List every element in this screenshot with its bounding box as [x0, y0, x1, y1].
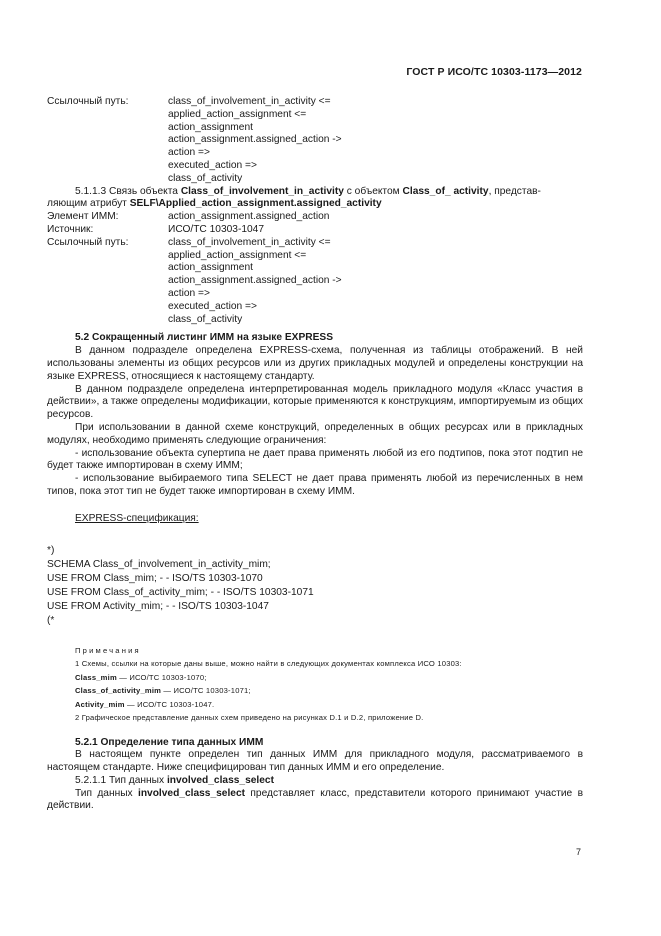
- schema-name: Class_of_activity_mim: [75, 686, 162, 695]
- reference-path-line: class_of_involvement_in_activity <=: [168, 236, 331, 248]
- reference-path-line: action_assignment: [168, 121, 253, 133]
- document-header: ГОСТ Р ИСО/ТС 10303-1173—2012: [406, 66, 582, 78]
- note-ref: [75, 698, 583, 712]
- schema-ref: — ИСО/ТС 10303-1070;: [116, 672, 207, 682]
- entity-name: Class_of_involvement_in_activity: [180, 185, 344, 197]
- attribute-name: SELF\Applied_action_assignment.assigned_activity: [129, 198, 382, 210]
- reference-path-line: executed_action =>: [168, 300, 257, 312]
- code-line: USE FROM Activity_mim; - - ISO/TS 10303-1047: [47, 600, 269, 612]
- note-ref: [75, 671, 583, 685]
- entity-name: Class_of_ activity: [402, 185, 489, 197]
- reference-path-line: class_of_involvement_in_activity <=: [168, 96, 331, 107]
- clause-text: с объектом: [346, 185, 400, 197]
- mim-element-row: [47, 211, 583, 224]
- clause-continuation: [47, 198, 583, 211]
- source-label: Источник:: [47, 223, 94, 235]
- mim-element-label: Элемент ИММ:: [47, 211, 119, 223]
- schema-ref: — ИСО/ТС 10303-1071;: [161, 686, 251, 695]
- note-item: 1 Схемы, ссылки на которые даны выше, можно найти в следующих документах комплекса ИСО 10303:: [75, 659, 462, 668]
- section-title-5-2: 5.2 Сокращенный листинг ИММ на языке EXPRESS: [75, 332, 334, 344]
- express-spec-label-row: [75, 513, 583, 526]
- page-number: 7: [576, 847, 582, 857]
- clause-text: , представ-: [488, 185, 541, 197]
- note-ref: [75, 684, 583, 698]
- clause-text: ляющим атрибут: [47, 198, 127, 210]
- express-code: [47, 544, 583, 628]
- schema-ref: — ИСО/ТС 10303-1047.: [124, 699, 215, 709]
- paragraph: При использовании в данной схеме конструкций, определенных в общих ресурсах или в прикладных модулях, необходимо применять следующие ограничения:: [47, 421, 583, 446]
- code-line: USE FROM Class_of_activity_mim; - - ISO/TS 10303-1071: [47, 586, 314, 598]
- reference-path-line: applied_action_assignment <=: [168, 249, 307, 261]
- reference-path-label: Ссылочный путь:: [47, 236, 129, 248]
- mim-element-value: action_assignment.assigned_action: [168, 211, 330, 223]
- reference-path-line: applied_action_assignment <=: [168, 108, 307, 120]
- clause-number: 5.2.1.1: [75, 774, 107, 786]
- notes-title: Примечания: [75, 645, 141, 655]
- code-line: *): [47, 544, 55, 556]
- clause-text: Связь объекта: [109, 185, 178, 197]
- express-spec-label: EXPRESS-спецификация:: [75, 512, 199, 524]
- reference-path-line: action_assignment: [168, 262, 253, 274]
- paragraph: В данном подразделе определена интерпретированная модель прикладного модуля «Класс участия в действии», а также определены модификации, которые применяются к конструкциям, импортируемым из общих ресурсов.: [47, 383, 583, 421]
- clause-text: представляет класс, представители которого принимают участие в действии.: [47, 787, 583, 812]
- type-name: involved_class_select: [166, 774, 274, 786]
- type-name: involved_class_select: [137, 787, 246, 799]
- clause-5-2-1-1: [47, 775, 583, 788]
- code-line: USE FROM Class_mim; - - ISO/TS 10303-1070: [47, 572, 263, 584]
- notes-block: [75, 644, 583, 725]
- reference-path-label: Ссылочный путь:: [47, 96, 129, 107]
- section-title-5-2-1: 5.2.1 Определение типа данных ИММ: [75, 736, 264, 748]
- paragraph: В настоящем пункте определен тип данных ИММ для прикладного модуля, рассматриваемого в настоящем стандарте. Ниже специфицирован тип данных ИММ и его определение.: [47, 749, 583, 774]
- reference-path-line: action_assignment.assigned_action ->: [168, 134, 342, 146]
- reference-path-line: action_assignment.assigned_action ->: [168, 275, 342, 287]
- reference-path-line: class_of_activity: [168, 313, 243, 325]
- clause-number: 5.1.1.3: [75, 185, 107, 197]
- clause-text: Тип данных: [75, 787, 133, 799]
- code-line: SCHEMA Class_of_involvement_in_activity_mim;: [47, 558, 271, 570]
- reference-path-line: executed_action =>: [168, 159, 257, 171]
- clause-text: Тип данных: [109, 774, 165, 786]
- reference-path-line: action =>: [168, 287, 210, 299]
- paragraph: - использование объекта супертипа не дает права применять любой из его подтипов, пока этот подтип не будет также импортирован в схему ИММ;: [47, 447, 583, 472]
- reference-path-line: class_of_activity: [168, 172, 243, 184]
- code-line: (*: [47, 614, 55, 626]
- schema-name: Class_mim: [75, 672, 117, 682]
- schema-name: Activity_mim: [75, 699, 125, 709]
- reference-path-2: [47, 237, 583, 250]
- source-row: [47, 224, 583, 237]
- note-item: 2 Графическое представление данных схем приведено на рисунках D.1 и D.2, приложение D.: [75, 713, 424, 722]
- reference-path-line: action =>: [168, 147, 210, 159]
- paragraph: В данном подразделе определена EXPRESS-схема, полученная из таблицы отображений. В ней использованы элементы из общих ресурсов или из других прикладных модулей и определены конструкции на языке EXPRESS, относящиеся к настоящему стандарту.: [47, 345, 583, 382]
- paragraph: - использование выбираемого типа SELECT не дает права применять любой из перечисленных в нем типов, пока этот тип не будет также импортирован в схему ИММ.: [47, 473, 583, 497]
- paragraph: [47, 788, 583, 814]
- source-value: ИСО/ТС 10303-1047: [168, 223, 265, 235]
- page-content: [47, 96, 583, 813]
- reference-path-1: [47, 96, 583, 109]
- clause-5-1-1-3: [47, 186, 583, 199]
